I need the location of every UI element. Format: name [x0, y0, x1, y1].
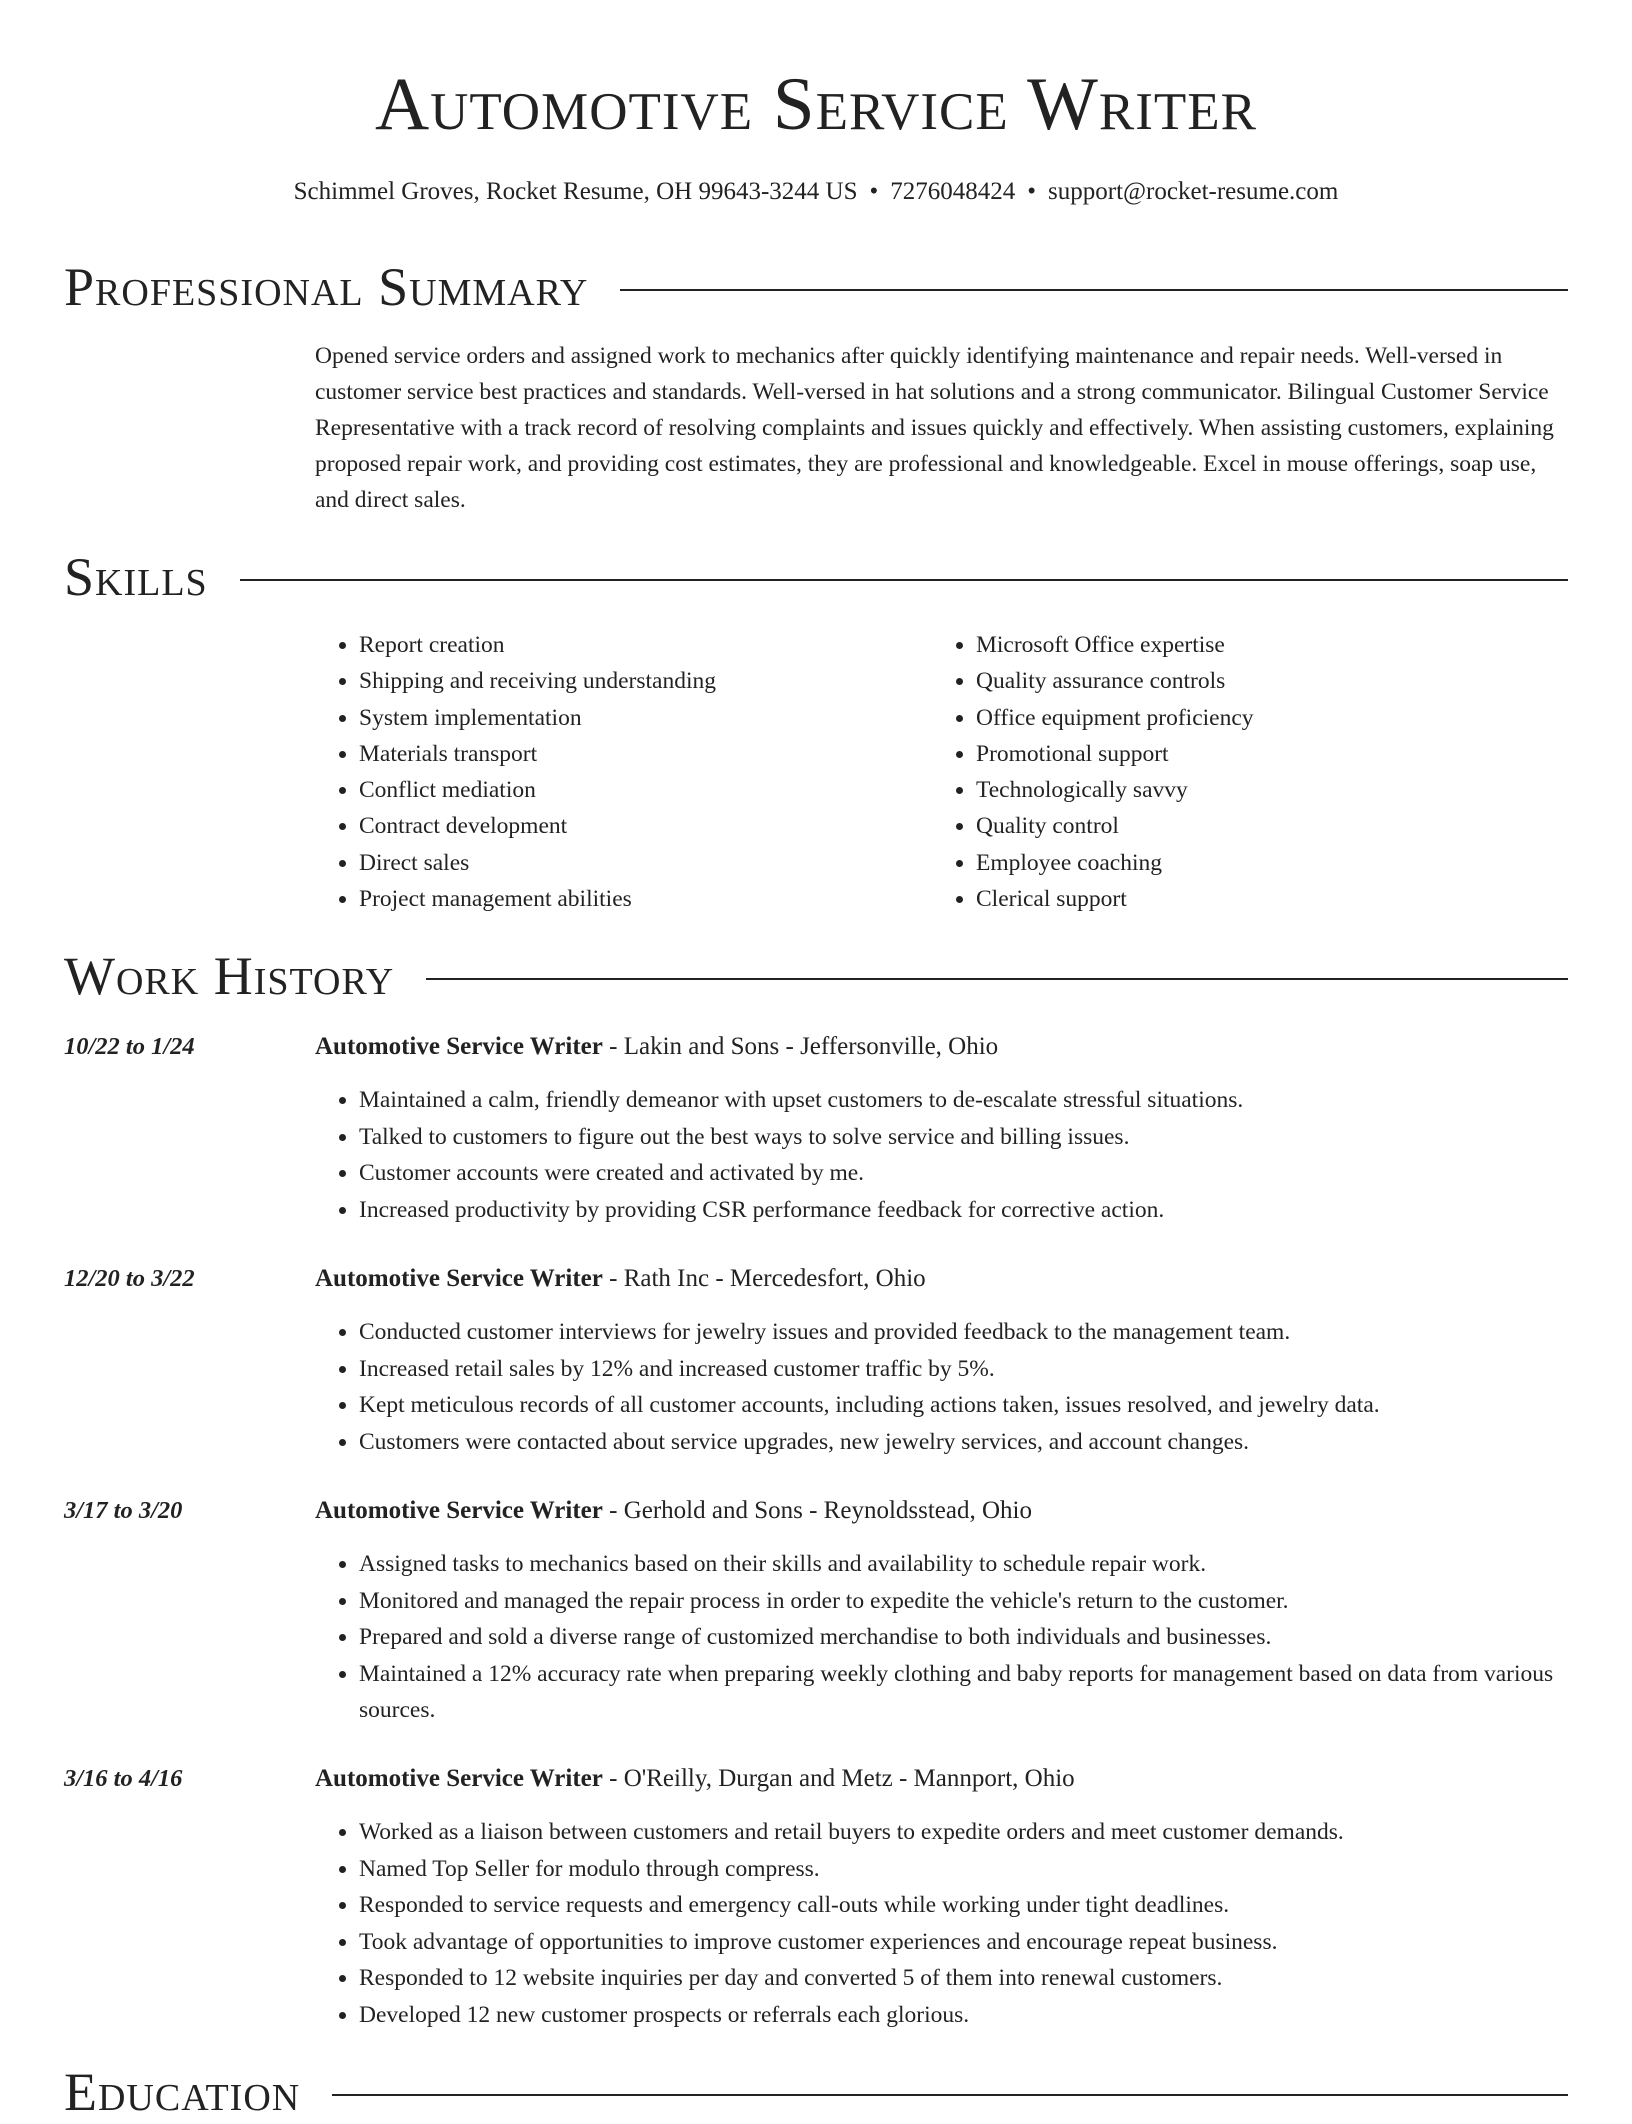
- job-bullets: [315, 1314, 1604, 1460]
- job-title: Automotive Service Writer: [315, 1765, 603, 1792]
- job-dates: 12/20 to 3/22: [64, 1265, 195, 1292]
- skill-item: • Materials transport: [359, 736, 716, 772]
- skill-item: • Employee coaching: [976, 845, 1254, 881]
- job-bullet: • Monitored and managed the repair process in order to expedite the vehicle's return to the customer.: [359, 1583, 1604, 1620]
- section-divider: [332, 2094, 1568, 2096]
- job-company: - Rath Inc - Mercedesfort, Ohio: [602, 1265, 926, 1292]
- job-dates: 10/22 to 1/24: [64, 1033, 195, 1060]
- section-divider: [620, 289, 1568, 291]
- job-company: - Gerhold and Sons - Reynoldsstead, Ohio: [602, 1497, 1032, 1524]
- job-title: Automotive Service Writer: [315, 1497, 603, 1524]
- skill-item: • Technologically savvy: [976, 772, 1254, 808]
- section-title-work: Work History: [64, 946, 395, 1006]
- job-bullet: • Increased productivity by providing CSR performance feedback for corrective action.: [359, 1192, 1604, 1229]
- contact-separator: •: [1027, 178, 1037, 205]
- job-bullet: • Customer accounts were created and activated by me.: [359, 1155, 1604, 1192]
- skill-item: • Microsoft Office expertise: [976, 627, 1254, 663]
- job-bullets: [315, 1082, 1604, 1228]
- job-heading: [315, 1030, 998, 1064]
- skill-item: • Report creation: [359, 627, 716, 663]
- section-header-education: [64, 2060, 1568, 2124]
- skill-item: • Clerical support: [976, 881, 1254, 917]
- job-company: - O'Reilly, Durgan and Metz - Mannport, Ohio: [602, 1765, 1075, 1792]
- skill-item: • Office equipment proficiency: [976, 700, 1254, 736]
- skills-list-right: [932, 627, 1254, 917]
- summary-text: Opened service orders and assigned work to mechanics after quickly identifying maintenance and repair needs. Well-versed in customer service best practices and standards. Well-versed in hat solutions and a strong communicator. Bilingual Customer Service Representative with a track record of resolving complaints and issues quickly and effectively. When assisting customers, explaining proposed repair work, and providing cost estimates, they are professional and knowledgeable. Excel in mouse offerings, soap use, and direct sales.: [315, 343, 1554, 513]
- skill-item: • Project management abilities: [359, 881, 716, 917]
- section-header-summary: [64, 255, 1568, 319]
- skill-item: • Direct sales: [359, 845, 716, 881]
- resume-title: Automotive Service Writer: [374, 63, 1258, 146]
- job-bullet: • Kept meticulous records of all customer accounts, including actions taken, issues resolved, and jewelry data.: [359, 1387, 1604, 1424]
- skill-item: • Shipping and receiving understanding: [359, 663, 716, 699]
- skill-item: • System implementation: [359, 700, 716, 736]
- job-heading: [315, 1762, 1075, 1796]
- job-bullet: • Took advantage of opportunities to improve customer experiences and encourage repeat business.: [359, 1924, 1604, 1961]
- job-bullet: • Increased retail sales by 12% and increased customer traffic by 5%.: [359, 1351, 1604, 1388]
- job-dates: 3/17 to 3/20: [64, 1497, 183, 1524]
- section-divider: [426, 978, 1568, 980]
- job-bullet: • Maintained a calm, friendly demeanor with upset customers to de-escalate stressful situations.: [359, 1082, 1604, 1119]
- job-bullet: • Customers were contacted about service upgrades, new jewelry services, and account changes.: [359, 1424, 1604, 1461]
- job-bullet: • Responded to 12 website inquiries per day and converted 5 of them into renewal customers.: [359, 1960, 1604, 1997]
- job-bullet: • Responded to service requests and emergency call-outs while working under tight deadlines.: [359, 1887, 1604, 1924]
- job-bullets: [315, 1814, 1604, 2033]
- job-bullet: • Assigned tasks to mechanics based on their skills and availability to schedule repair work.: [359, 1546, 1604, 1583]
- section-title-education: Education: [64, 2062, 301, 2122]
- section-title-skills: Skills: [64, 547, 208, 607]
- skill-item: • Quality control: [976, 808, 1254, 844]
- skill-item: • Contract development: [359, 808, 716, 844]
- contact-separator: •: [869, 178, 879, 205]
- job-dates: 3/16 to 4/16: [64, 1765, 183, 1792]
- job-title: Automotive Service Writer: [315, 1265, 603, 1292]
- contact-phone: 7276048424: [890, 178, 1016, 205]
- skill-item: • Conflict mediation: [359, 772, 716, 808]
- job-bullet: • Named Top Seller for modulo through compress.: [359, 1851, 1604, 1888]
- job-bullet: • Developed 12 new customer prospects or referrals each glorious.: [359, 1997, 1604, 2034]
- contact-email[interactable]: support@rocket-resume.com: [1048, 178, 1339, 205]
- job-bullets: [315, 1546, 1604, 1729]
- skills-list-left: [315, 627, 716, 917]
- skill-item: • Quality assurance controls: [976, 663, 1254, 699]
- job-title: Automotive Service Writer: [315, 1033, 603, 1060]
- job-heading: [315, 1494, 1032, 1528]
- job-bullet: • Prepared and sold a diverse range of customized merchandise to both individuals and businesses.: [359, 1619, 1604, 1656]
- job-bullet: • Talked to customers to figure out the best ways to solve service and billing issues.: [359, 1119, 1604, 1156]
- contact-line: [0, 176, 1632, 208]
- job-bullet: • Conducted customer interviews for jewelry issues and provided feedback to the management team.: [359, 1314, 1604, 1351]
- skill-item: • Promotional support: [976, 736, 1254, 772]
- job-heading: [315, 1262, 926, 1296]
- contact-address: Schimmel Groves, Rocket Resume, OH 99643-3244 US: [293, 178, 858, 205]
- section-divider: [240, 579, 1568, 581]
- section-header-work: [64, 944, 1568, 1008]
- job-bullet: • Maintained a 12% accuracy rate when preparing weekly clothing and baby reports for management based on data from various sources.: [359, 1656, 1604, 1729]
- job-company: - Lakin and Sons - Jeffersonville, Ohio: [602, 1033, 999, 1060]
- section-title-summary: Professional Summary: [64, 257, 589, 317]
- job-bullet: • Worked as a liaison between customers and retail buyers to expedite orders and meet customer demands.: [359, 1814, 1604, 1851]
- section-header-skills: [64, 545, 1568, 609]
